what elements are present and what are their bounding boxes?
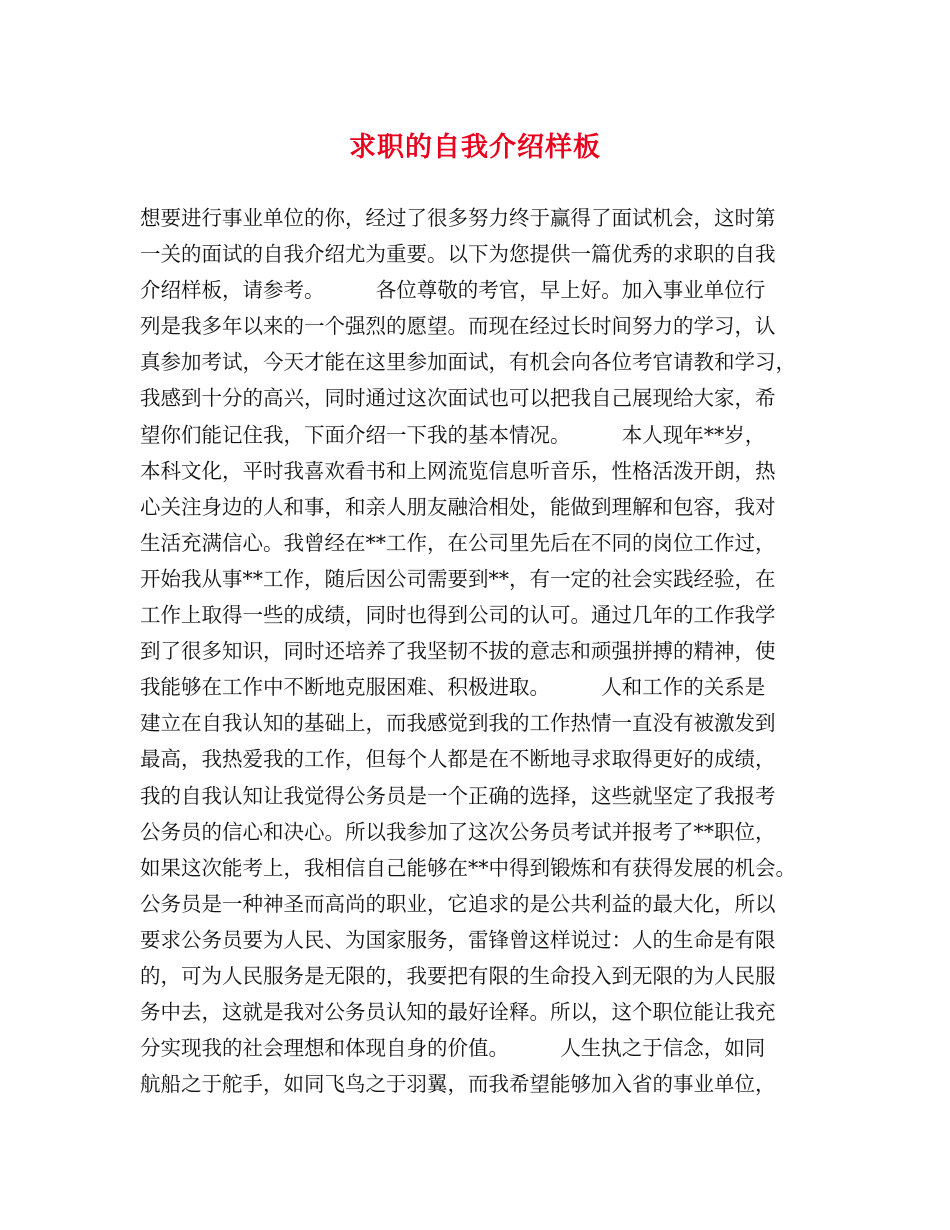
body-line: 列是我多年以来的一个强烈的愿望。而现在经过长时间努力的学习，认 bbox=[140, 314, 776, 339]
body-line: 想要进行事业单位的你，经过了很多努力终于赢得了面试机会，这时第 bbox=[140, 206, 776, 230]
body-line: 工作上取得一些的成绩，同时也得到公司的认可。通过几年的工作我学 bbox=[140, 603, 776, 628]
body-line: 公务员的信心和决心。所以我参加了这次公务员考试并报考了**职位， bbox=[140, 819, 776, 844]
body-line: 介绍样板，请参考。 各位尊敬的考官，早上好。加入事业单位行 bbox=[140, 278, 766, 303]
body-line: 真参加考试，今天才能在这里参加面试，有机会向各位考官请教和学习， bbox=[140, 350, 796, 375]
body-line: 生活充满信心。我曾经在**工作，在公司里先后在不同的岗位工作过， bbox=[140, 530, 776, 555]
body-line: 我感到十分的高兴，同时通过这次面试也可以把我自己展现给大家，希 bbox=[140, 386, 776, 411]
body-line: 最高，我热爱我的工作，但每个人都是在不断地寻求取得更好的成绩， bbox=[140, 747, 776, 772]
body-line: 航船之于舵手，如同飞鸟之于羽翼，而我希望能够加入省的事业单位， bbox=[140, 1072, 776, 1097]
body-line: 开始我从事**工作，随后因公司需要到**，有一定的社会实践经验，在 bbox=[140, 566, 776, 591]
body-line: 心关注身边的人和事，和亲人朋友融洽相处，能做到理解和包容，我对 bbox=[140, 494, 776, 519]
body-line: 要求公务员要为人民、为国家服务，雷锋曾这样说过：人的生命是有限 bbox=[140, 927, 776, 952]
body-line: 建立在自我认知的基础上，而我感觉到我的工作热情一直没有被激发到 bbox=[140, 711, 776, 736]
body-line: 我的自我认知让我觉得公务员是一个正确的选择，这些就坚定了我报考 bbox=[140, 783, 776, 808]
body-line: 我能够在工作中不断地克服困难、积极进取。 人和工作的关系是 bbox=[140, 675, 766, 700]
body-line: 本科文化，平时我喜欢看书和上网流览信息听音乐，性格活泼开朗，热 bbox=[140, 458, 776, 483]
document-body bbox=[140, 200, 830, 1102]
document-title: 求职的自我介绍样板 bbox=[349, 132, 601, 163]
body-line: 一关的面试的自我介绍尤为重要。以下为您提供一篇优秀的求职的自我 bbox=[140, 242, 776, 267]
body-line: 公务员是一种神圣而高尚的职业，它追求的是公共利益的最大化，所以 bbox=[140, 891, 776, 916]
body-line: 到了很多知识，同时还培养了我坚韧不拔的意志和顽强拼搏的精神，使 bbox=[140, 639, 776, 664]
body-line: 如果这次能考上，我相信自己能够在**中得到锻炼和有获得发展的机会。 bbox=[140, 855, 796, 880]
body-line: 望你们能记住我，下面介绍一下我的基本情况。 本人现年**岁， bbox=[140, 422, 766, 447]
body-line: 分实现我的社会理想和体现自身的价值。 人生执之于信念，如同 bbox=[140, 1036, 766, 1061]
body-line: 的，可为人民服务是无限的，我要把有限的生命投入到无限的为人民服 bbox=[140, 963, 776, 988]
body-line: 务中去，这就是我对公务员认知的最好诠释。所以，这个职位能让我充 bbox=[140, 1000, 776, 1025]
